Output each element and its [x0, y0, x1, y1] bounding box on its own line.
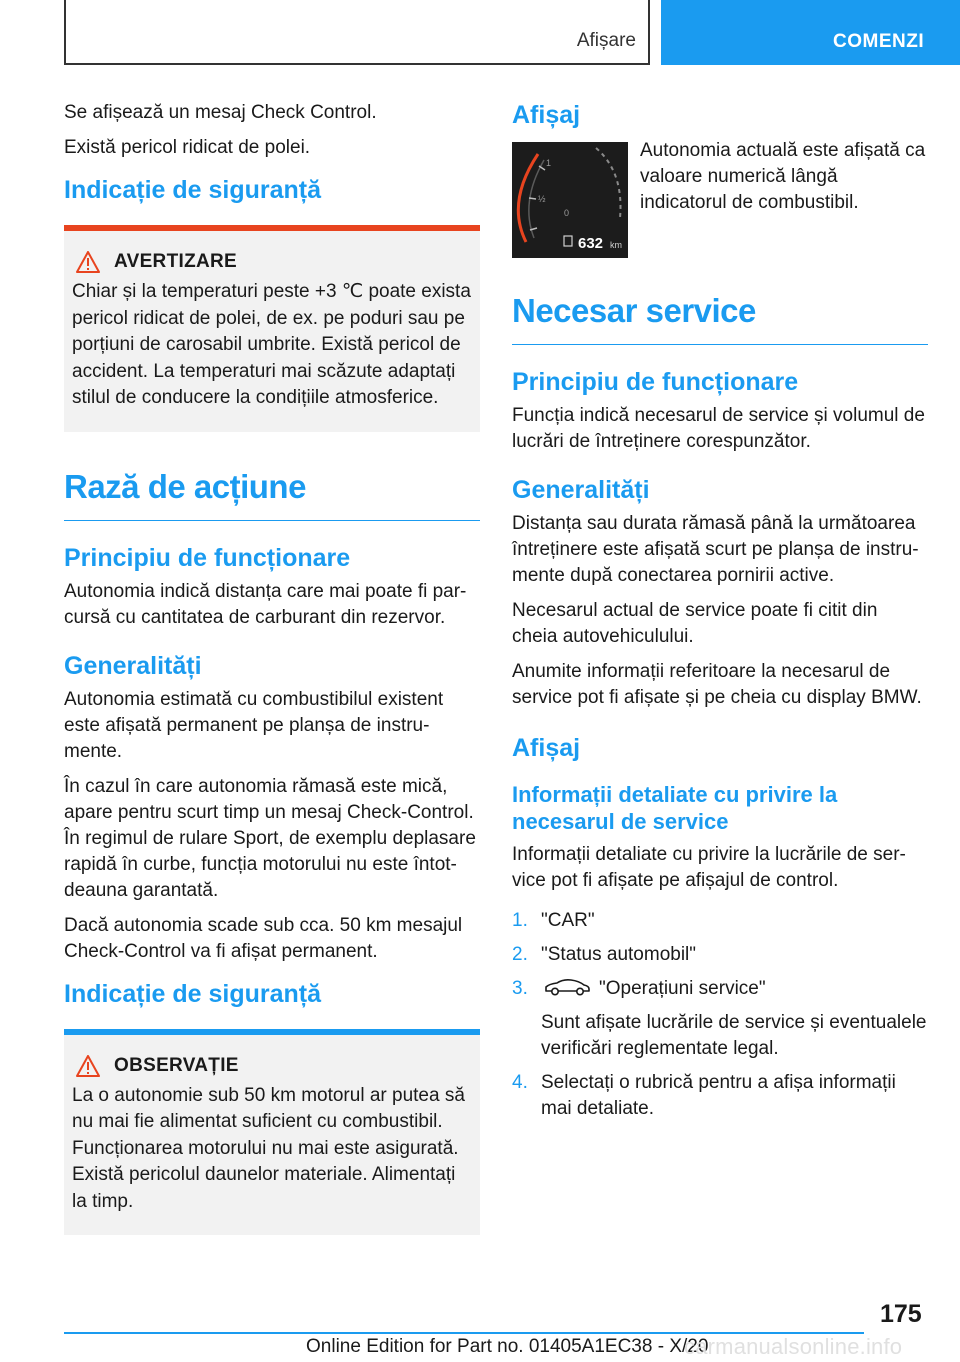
footer-edition: Online Edition for Part no. 01405A1EC38 - X/20: [306, 1336, 709, 1357]
paragraph: Se afișează un mesaj Check Control.: [64, 102, 377, 123]
steps-list: [512, 908, 928, 1122]
subsection-title-principle: Principiu de funcționare: [64, 543, 351, 572]
paragraph: Distanța sau durata rămasă până la următoarea întreținere este afișată scurt pe planșa de instru-mente după conectarea pornirii active.: [512, 513, 919, 586]
subsection-title-details: Informații detaliate cu privire la necesarul de service: [512, 782, 838, 834]
right-column: [512, 100, 928, 1130]
warning-text: Chiar și la temperaturi peste +3 ℃ poate exista pericol ridicat de polei, de ex. pe poduri sau pe porțiuni de carosabil umbrite. Există pericol de accident. La temperaturi mai scăzute adaptați stilul de conducere la condițiile atmosferice.: [72, 281, 471, 408]
list-item: [512, 976, 928, 1062]
paragraph: Anumite informații referitoare la necesarul de service pot fi afișate și pe cheia cu display BMW.: [512, 661, 922, 708]
subsection-title-general: Generalități: [64, 651, 202, 680]
step-text: "Operațiuni service": [599, 978, 766, 999]
step-text: "CAR": [541, 910, 595, 931]
paragraph: Funcția indică necesarul de service și volumul de lucrări de întreținere corespunzător.: [512, 405, 925, 452]
gauge-mark-full: 1: [546, 158, 552, 168]
watermark: carmanualsonline.info: [684, 1334, 903, 1359]
paragraph: În cazul în care autonomia rămasă este mică, apare pentru scurt timp un mesaj Check-Control. În regimul de rulare Sport, de exemplu deplasare rapidă în curbe, funcția motorului nu este întot-deauna garantată.: [64, 775, 476, 901]
display-block: [512, 138, 928, 258]
notice-text: La o autonomie sub 50 km motorul ar putea să nu mai fie alimentat suficient cu combustibil. Funcționarea motorului nu mai este asigurată. Există pericolul daunelor materiale. Alimentați la timp.: [72, 1084, 465, 1212]
paragraph: Există pericol ridicat de polei.: [64, 137, 311, 158]
subsection-title-general: Generalități: [512, 476, 650, 504]
gauge-range-value: 632: [578, 235, 604, 252]
display-description: Autonomia actuală este afișată ca valoare numerică lângă indicatorul de combustibil.: [640, 140, 926, 213]
subsection-title-display: Afișaj: [512, 734, 581, 762]
fuel-gauge-image: [512, 142, 628, 258]
warning-triangle-icon: [76, 1055, 100, 1077]
step-subtext: Sunt afișate lucrările de service și eventualele verificări reglementate legal.: [541, 1012, 927, 1059]
list-item: [512, 942, 928, 968]
header-section-box: [64, 0, 650, 65]
gauge-mark-empty: 0: [564, 208, 570, 218]
step-number: 2.: [512, 944, 528, 965]
section-title-safety: Indicație de siguranță: [64, 176, 322, 204]
paragraph: Dacă autonomia scade sub cca. 50 km mesajul Check-Control va fi afișat permanent.: [64, 914, 463, 962]
step-number: 4.: [512, 1072, 528, 1093]
subsection-title-principle: Principiu de funcționare: [512, 368, 799, 396]
paragraph: Autonomia indică distanța care mai poate fi par-cursă cu cantitatea de carburant din rezervor.: [64, 580, 467, 628]
header-chapter-tab[interactable]: [661, 0, 960, 65]
car-icon: [543, 977, 591, 997]
header-chapter-label: COMENZI: [833, 31, 925, 52]
list-item: [512, 908, 928, 934]
section-title-display: Afișaj: [512, 101, 581, 129]
paragraph: Autonomia estimată cu combustibilul existent este afișată permanent pe planșa de instru-mente.: [64, 688, 444, 762]
paragraph: Necesarul actual de service poate fi citit din cheia autovehiculului.: [512, 600, 878, 647]
notice-box: [64, 1029, 480, 1236]
step-number: 1.: [512, 910, 528, 931]
list-item: [512, 1070, 928, 1122]
page-number: 175: [880, 1300, 922, 1328]
chapter-title-service: Necesar service: [512, 292, 928, 345]
notice-title: OBSERVAȚIE: [114, 1054, 239, 1076]
gauge-range-unit: km: [610, 240, 622, 250]
left-column: [64, 100, 480, 1255]
warning-triangle-icon: [76, 251, 100, 273]
header-section-title: Afișare: [576, 30, 636, 51]
warning-title: AVERTIZARE: [114, 251, 237, 272]
step-text: Selectați o rubrică pentru a afișa informații mai detaliate.: [541, 1072, 896, 1119]
chapter-title-range: Rază de acțiune: [64, 468, 480, 521]
paragraph: Informații detaliate cu privire la lucrările de ser-vice pot fi afișate pe afișajul de control.: [512, 844, 906, 891]
gauge-mark-half: ½: [538, 194, 546, 204]
step-text: "Status automobil": [541, 944, 697, 965]
section-title-safety: Indicație de siguranță: [64, 979, 322, 1008]
warning-box: [64, 225, 480, 432]
step-number: 3.: [512, 978, 528, 999]
